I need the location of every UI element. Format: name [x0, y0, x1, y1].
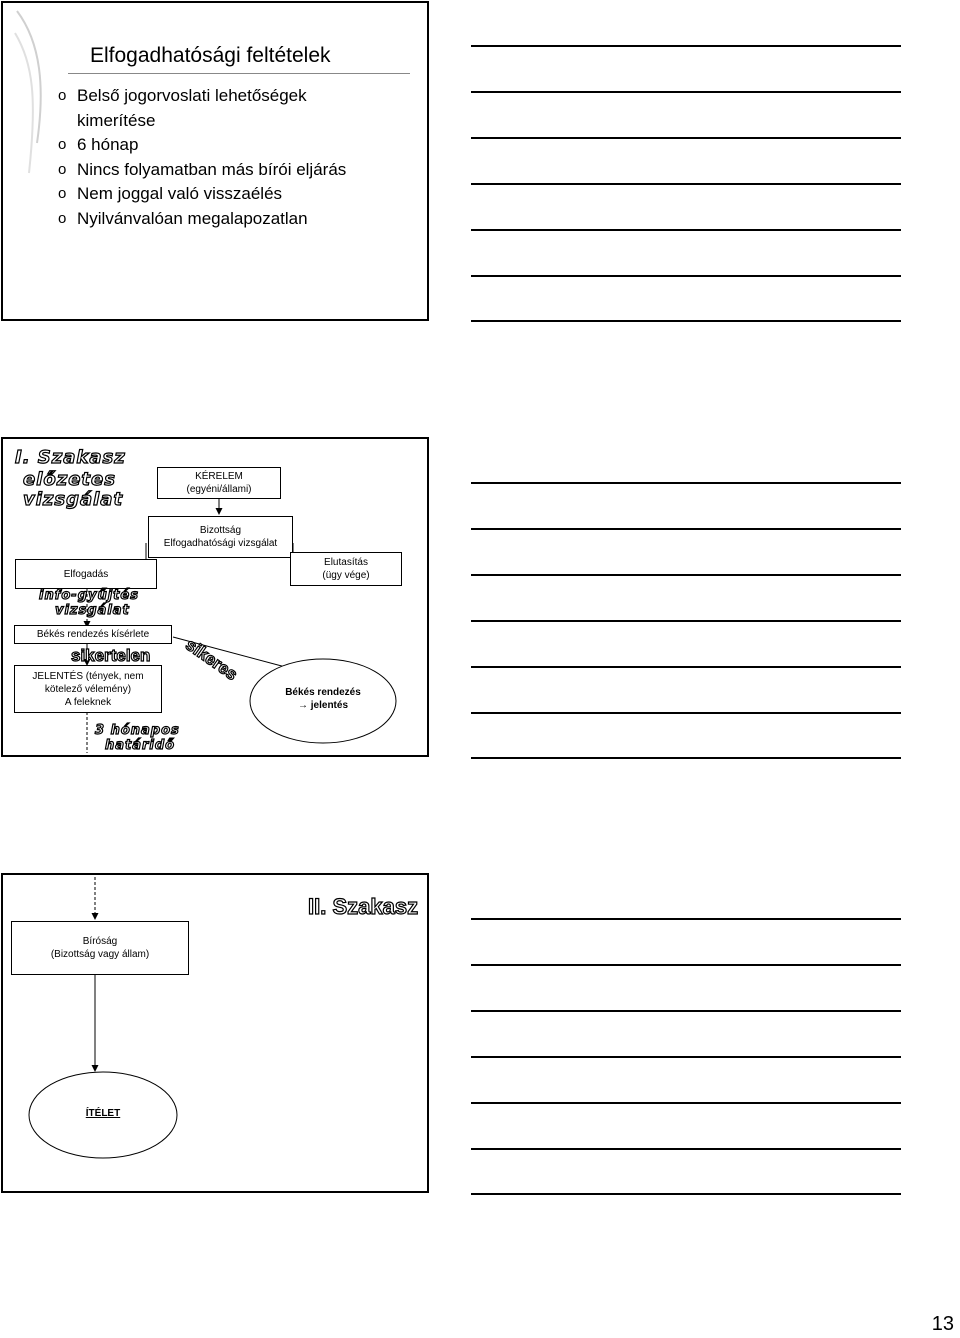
- note-line: [471, 574, 901, 576]
- deadline-label-line2: határidő: [105, 738, 176, 753]
- list-item-text-cont: kimerítése: [77, 110, 156, 130]
- successful-label: sikeres: [182, 635, 242, 685]
- note-line: [471, 1193, 901, 1195]
- arrow-glyph: →: [297, 700, 308, 711]
- info-gathering-label-line1: info-gyűjtés: [39, 588, 139, 603]
- slide-2: [1, 437, 429, 757]
- bizottsag-title: Bizottság: [199, 525, 242, 536]
- note-line: [471, 183, 901, 185]
- list-item: [58, 84, 397, 133]
- elfogadas-box: [15, 559, 157, 589]
- list-item-text: Belső jogorvoslati lehetőségek: [77, 86, 307, 105]
- stage-title-line2: előzetes: [23, 469, 116, 490]
- stage-title: II. Szakasz: [308, 894, 419, 919]
- deadline-label-line1: 3 hónapos: [95, 723, 180, 738]
- friendly-settlement-report: [250, 686, 396, 712]
- title-divider: [68, 73, 410, 74]
- friendly-settlement-attempt-box: [14, 625, 172, 644]
- note-line: [471, 91, 901, 93]
- note-line: [471, 275, 901, 277]
- note-line: [471, 964, 901, 966]
- kerelem-subtitle: (egyéni/állami): [186, 484, 252, 495]
- elutasitas-subtitle: (ügy vége): [322, 570, 370, 581]
- list-item-text: Nyilvánvalóan megalapozatlan: [77, 208, 308, 228]
- bizottsag-box: [148, 516, 293, 558]
- note-line: [471, 1010, 901, 1012]
- list-item: [58, 158, 397, 183]
- court-box: [11, 921, 189, 975]
- list-item: [58, 133, 397, 158]
- report-box: [14, 665, 162, 713]
- list-item-text: 6 hónap: [77, 135, 139, 154]
- friendly-settlement-attempt-label: Békés rendezés kísérlete: [36, 629, 150, 640]
- info-gathering-label-line2: vizsgálat: [55, 603, 130, 618]
- note-line: [471, 918, 901, 920]
- stage-title-line1: I. Szakasz: [15, 447, 126, 468]
- friendly-settlement-report-line2: jelentés: [310, 700, 349, 711]
- note-line: [471, 1056, 901, 1058]
- note-line: [471, 320, 901, 322]
- elutasitas-title: Elutasítás: [324, 557, 368, 568]
- note-line: [471, 757, 901, 759]
- elfogadas-label: Elfogadás: [63, 568, 109, 580]
- slide-3: [1, 873, 429, 1193]
- note-line: [471, 712, 901, 714]
- elutasitas-box: [290, 552, 402, 586]
- bullet: o: [58, 185, 67, 202]
- bullet: o: [58, 160, 67, 178]
- bullet: o: [58, 209, 67, 227]
- note-line: [471, 45, 901, 47]
- kerelem-box: [157, 467, 281, 499]
- list-item-text: Nincs folyamatban más bírói eljárás: [77, 159, 347, 179]
- report-line3: A feleknek: [64, 696, 112, 708]
- court-title: Bíróság: [82, 936, 118, 947]
- note-line: [471, 229, 901, 231]
- list-item: [58, 207, 397, 232]
- note-line: [471, 1148, 901, 1150]
- judgement-label: ÍTÉLET: [85, 1108, 121, 1119]
- note-line: [471, 137, 901, 139]
- bullet: o: [58, 136, 67, 153]
- report-line1: JELENTÉS (tények, nem: [32, 670, 144, 682]
- note-line: [471, 528, 901, 530]
- note-line: [471, 666, 901, 668]
- kerelem-title: KÉRELEM: [195, 471, 243, 482]
- slide-1-title: Elfogadhatósági feltételek: [90, 44, 331, 67]
- note-line: [471, 482, 901, 484]
- slide-1: [1, 1, 429, 321]
- court-subtitle: (Bizottság vagy állam): [50, 949, 150, 960]
- bullet: o: [58, 87, 67, 104]
- note-line: [471, 620, 901, 622]
- bizottsag-subtitle: Elfogadhatósági vizsgálat: [163, 538, 278, 549]
- friendly-settlement-report-line1: Békés rendezés: [285, 687, 361, 698]
- unsuccessful-label: sikertelen: [71, 646, 151, 665]
- list-item-text: Nem joggal való visszaélés: [77, 184, 283, 203]
- stage-title-line3: vizsgálat: [23, 489, 124, 510]
- list-item: [58, 182, 397, 207]
- report-line2: kötelező vélemény): [44, 683, 132, 695]
- page-number: 13: [931, 1313, 954, 1335]
- criteria-list: [58, 84, 397, 231]
- note-line: [471, 1102, 901, 1104]
